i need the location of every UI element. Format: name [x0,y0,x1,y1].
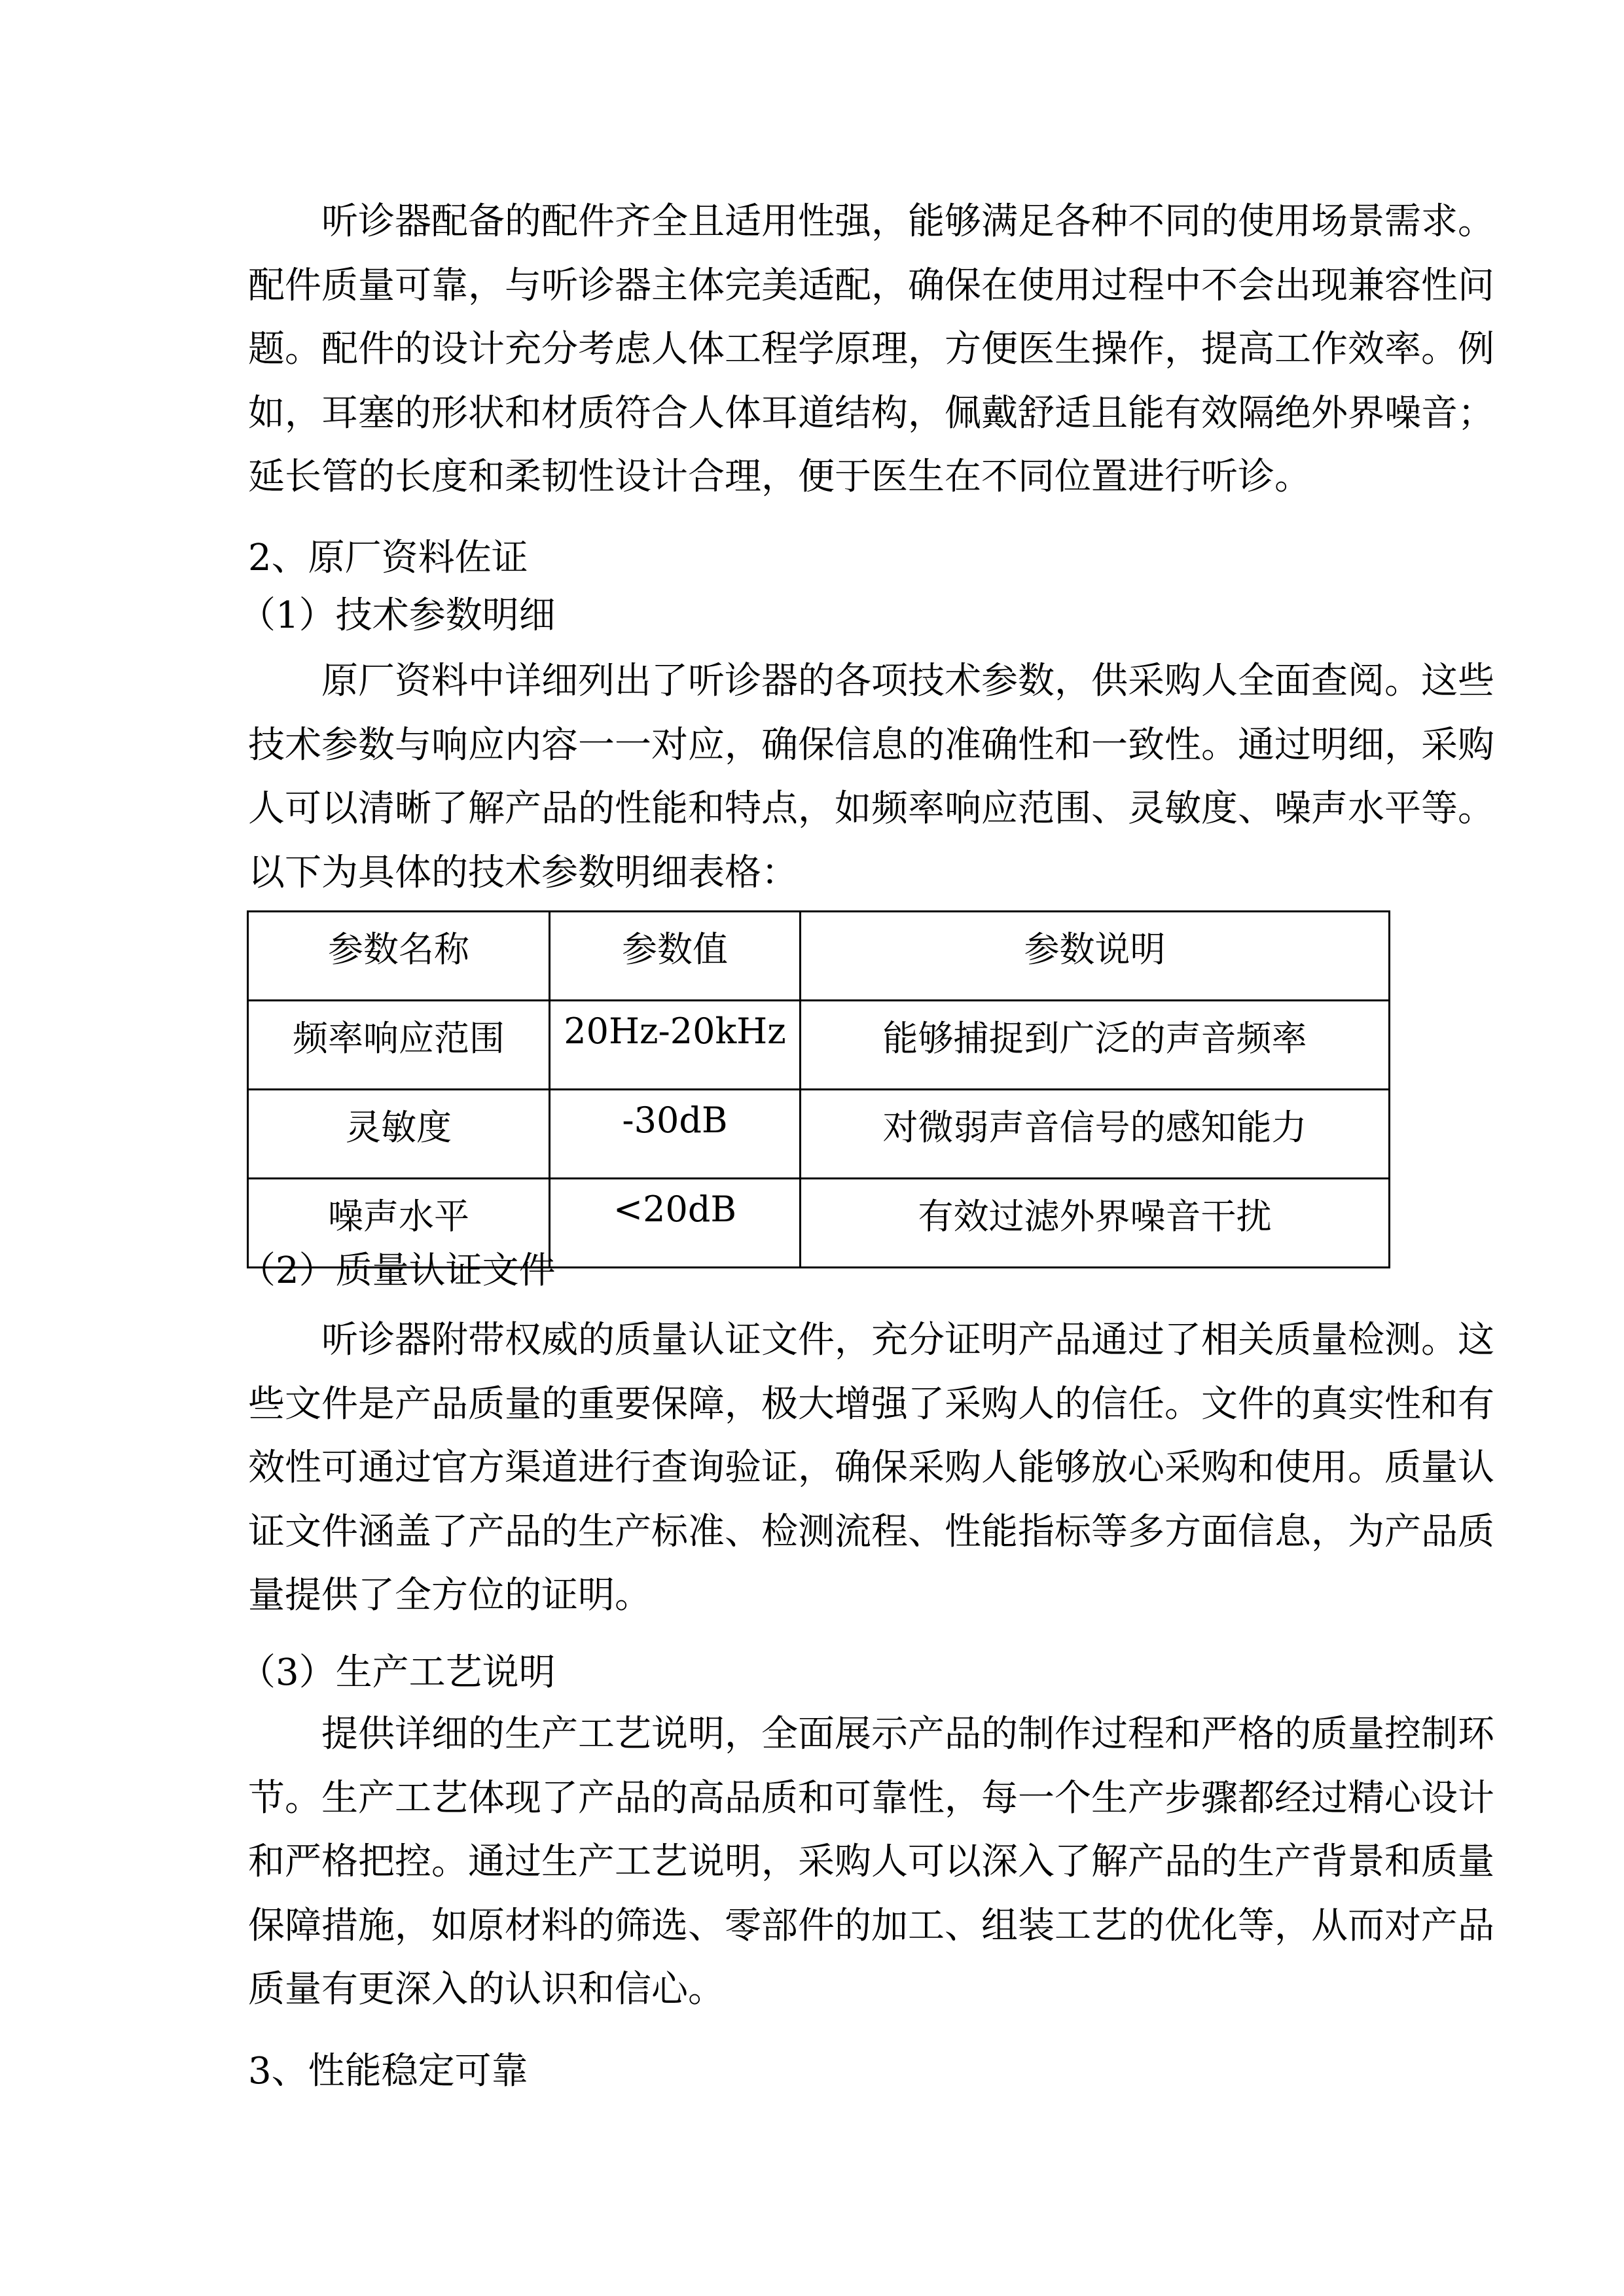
table-cell: 能够捕捉到广泛的声音频率 [801,1001,1390,1090]
table-row [248,1001,1390,1090]
paragraph-quality-cert [248,1308,1494,1628]
header-cell: 参数值 [550,912,801,1001]
text-line: 效性可通过官方渠道进行查询验证，确保采购人能够放心采购和使用。质量认 [248,1446,1494,1489]
table-cell: 频率响应范围 [248,1001,550,1090]
table-cell: 有效过滤外界噪音干扰 [801,1179,1390,1268]
text-line: 提供详细的生产工艺说明，全面展示产品的制作过程和严格的质量控制环 [321,1713,1494,1755]
table-cell: 噪声水平 [248,1179,550,1268]
text-line: 和严格把控。通过生产工艺说明，采购人可以深入了解产品的生产背景和质量 [248,1840,1494,1883]
table-row [248,1090,1390,1179]
text-line: 节。生产工艺体现了产品的高品质和可靠性，每一个生产步骤都经过精心设计 [248,1776,1494,1820]
text-line: 些文件是产品质量的重要保障，极大增强了采购人的信任。文件的真实性和有 [248,1382,1494,1426]
text-line: 听诊器配备的配件齐全且适用性强，能够满足各种不同的使用场景需求。 [321,200,1494,243]
table-cell: -30dB [550,1090,801,1179]
table-header-row [248,912,1390,1001]
text-line: 听诊器附带权威的质量认证文件，充分证明产品通过了相关质量检测。这 [321,1319,1494,1361]
section-heading-2: 2、原厂资料佐证 [248,537,528,579]
text-line: 原厂资料中详细列出了听诊器的各项技术参数，供采购人全面查阅。这些 [321,660,1494,702]
subheading-production: （3）生产工艺说明 [239,1651,556,1694]
table-cell: 对微弱声音信号的感知能力 [801,1090,1390,1179]
text-line: 配件质量可靠，与听诊器主体完美适配，确保在使用过程中不会出现兼容性问 [248,264,1494,307]
text-line: 以下为具体的技术参数明细表格： [248,851,798,894]
table-cell: <20dB [550,1179,801,1268]
text-line: 人可以清晰了解产品的性能和特点，如频率响应范围、灵敏度、噪声水平等。 [248,787,1494,830]
subheading-quality-cert: （2）质量认证文件 [239,1249,556,1292]
subheading-tech-params: （1）技术参数明细 [239,594,556,637]
tech-params-table [247,910,1390,1268]
paragraph-tech-params [248,649,1494,905]
text-line: 证文件涵盖了产品的生产标准、检测流程、性能指标等多方面信息，为产品质 [248,1510,1494,1553]
text-line: 质量有更深入的认识和信心。 [248,1968,725,2011]
section-heading-3: 3、性能稳定可靠 [248,2050,528,2092]
text-line: 延长管的长度和柔韧性设计合理，便于医生在不同位置进行听诊。 [248,456,1311,498]
text-line: 题。配件的设计充分考虑人体工程学原理，方便医生操作，提高工作效率。例 [248,328,1494,370]
text-line: 技术参数与响应内容一一对应，确保信息的准确性和一致性。通过明细，采购 [248,723,1494,766]
header-cell: 参数说明 [801,912,1390,1001]
paragraph-production [248,1702,1494,2022]
paragraph-accessories [248,190,1494,509]
text-line: 量提供了全方位的证明。 [248,1574,651,1617]
text-line: 保障措施，如原材料的筛选、零部件的加工、组装工艺的优化等，从而对产品 [248,1904,1494,1947]
table-cell: 灵敏度 [248,1090,550,1179]
text-line: 如，耳塞的形状和材质符合人体耳道结构，佩戴舒适且能有效隔绝外界噪音； [248,391,1494,435]
table-cell: 20Hz-20kHz [550,1001,801,1090]
header-cell: 参数名称 [248,912,550,1001]
